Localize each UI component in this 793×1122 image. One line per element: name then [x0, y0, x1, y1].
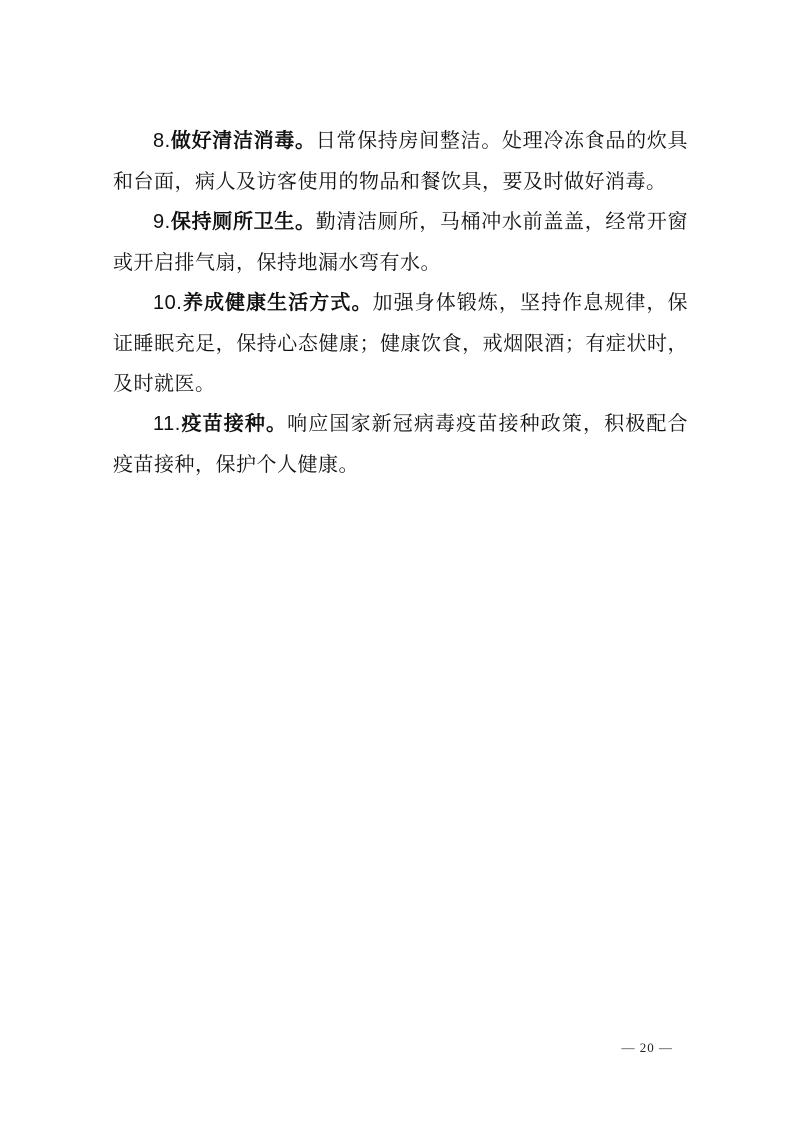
- paragraph-item-8: [113, 120, 688, 201]
- item-body: 响应国家新冠病毒疫苗接种政策，积极配合疫苗接种，保护个人健康。: [113, 411, 689, 476]
- item-heading: 保持厕所卫生。: [170, 209, 316, 233]
- item-number: 9.: [153, 211, 171, 233]
- item-number: 10.: [153, 292, 183, 314]
- paragraph-item-11: [113, 403, 688, 484]
- item-body: 勤清洁厕所，马桶冲水前盖盖，经常开窗或开启排气扇，保持地漏水弯有水。: [113, 209, 689, 274]
- paragraph-item-9: [113, 201, 688, 282]
- item-heading: 疫苗接种。: [180, 411, 288, 435]
- item-number: 11.: [153, 413, 181, 435]
- page-number: — 20 —: [621, 1040, 673, 1055]
- item-body: 日常保持房间整洁。处理冷冻食品的炊具和台面，病人及访客使用的物品和餐饮具，要及时做好消毒。: [113, 128, 689, 193]
- item-body: 加强身体锻炼，坚持作息规律，保证睡眠充足，保持心态健康；健康饮食，戒烟限酒；有症状时，及时就医。: [113, 290, 688, 395]
- item-heading: 做好清洁消毒。: [170, 128, 316, 152]
- item-number: 8.: [153, 130, 171, 152]
- paragraph-item-10: [113, 282, 688, 403]
- document-body: [113, 120, 688, 484]
- item-heading: 养成健康生活方式。: [182, 290, 373, 314]
